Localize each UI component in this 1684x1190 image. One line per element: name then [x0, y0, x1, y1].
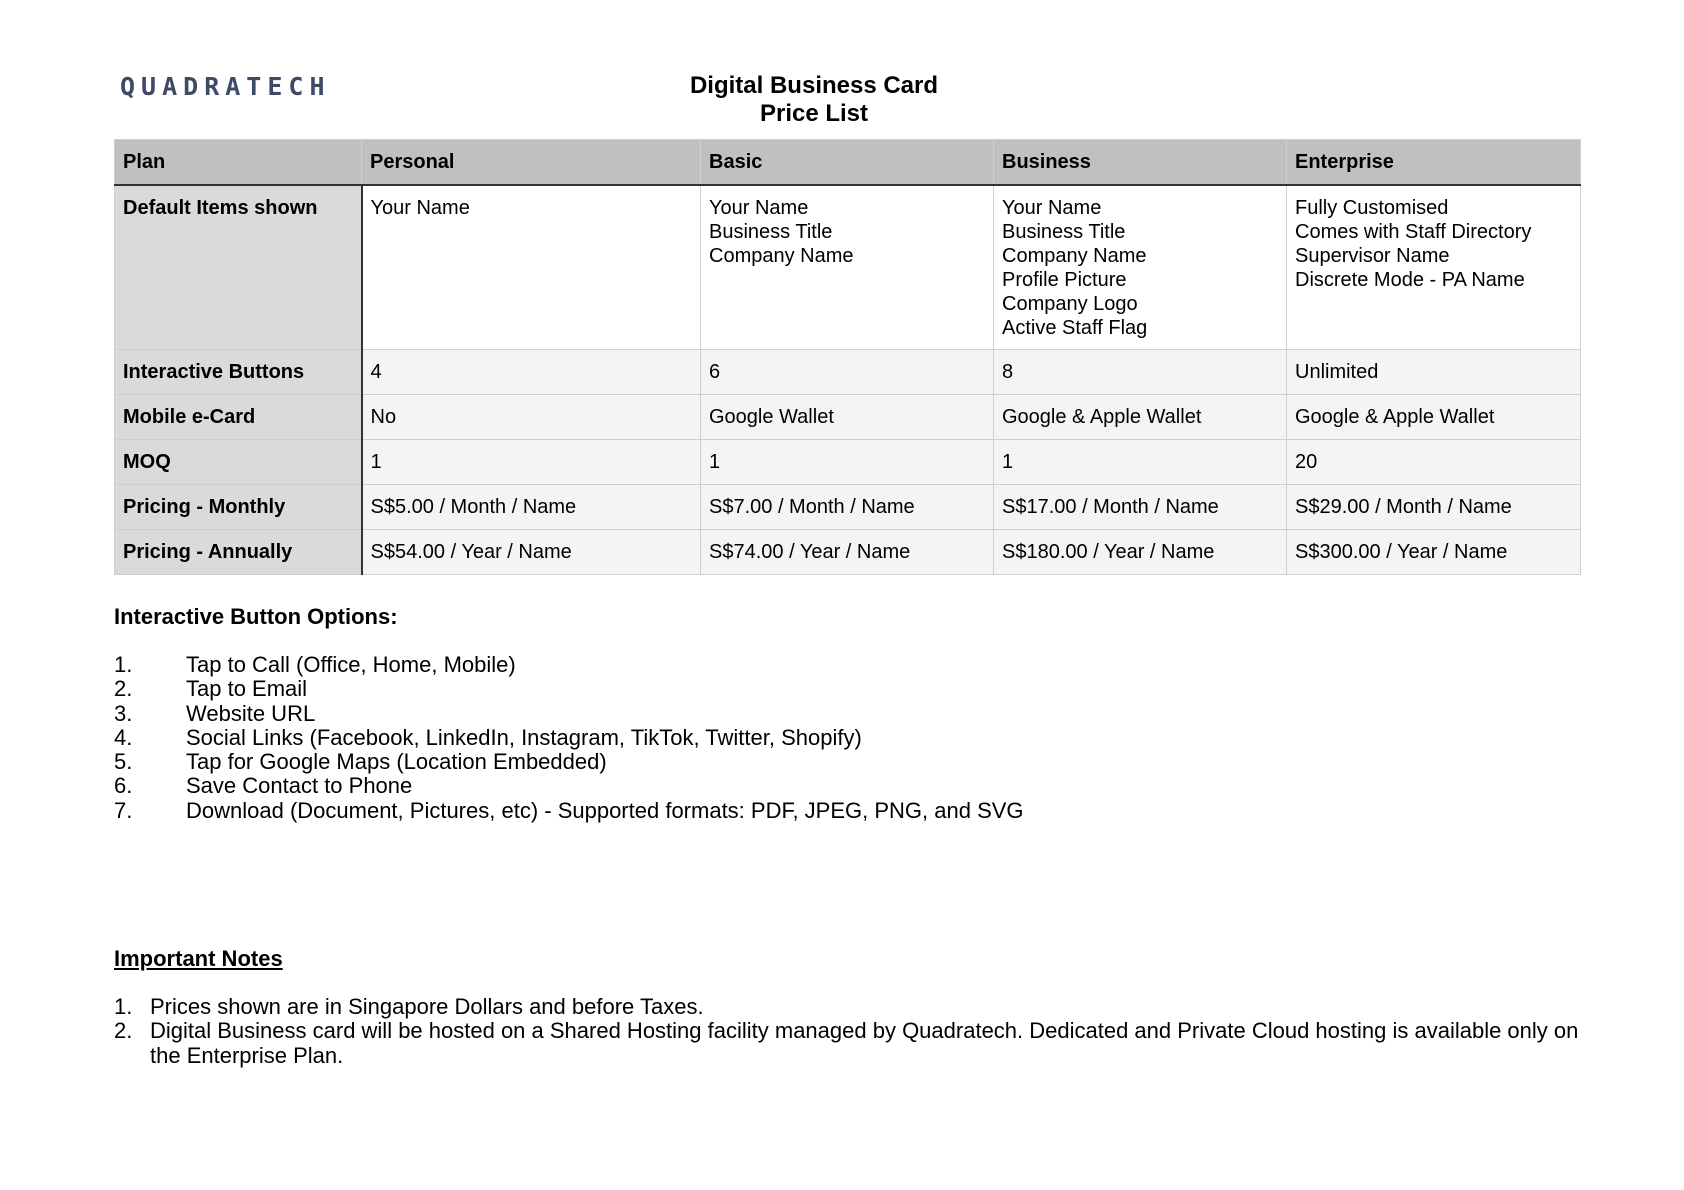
list-text: Tap for Google Maps (Location Embedded)	[186, 749, 607, 775]
table-cell: 1	[994, 440, 1287, 485]
table-row	[115, 350, 1581, 395]
cell-line: Your Name	[709, 197, 809, 219]
cell-line: Comes with Staff Directory	[1295, 221, 1532, 243]
table-cell: S$180.00 / Year / Name	[994, 530, 1287, 575]
table-cell	[994, 185, 1287, 350]
row-label: Interactive Buttons	[115, 350, 362, 395]
list-item	[114, 750, 1414, 774]
cell-line: Business Title	[1002, 221, 1126, 243]
list-number: 1.	[114, 994, 133, 1019]
document-header	[114, 70, 1579, 127]
table-cell	[362, 185, 701, 350]
table-cell: 6	[701, 350, 994, 395]
list-item	[114, 677, 1414, 701]
row-label: Pricing - Annually	[115, 530, 362, 575]
column-header: Plan	[115, 140, 362, 186]
table-cell: S$7.00 / Month / Name	[701, 485, 994, 530]
table-cell: 8	[994, 350, 1287, 395]
table-row	[115, 530, 1581, 575]
list-number: 2.	[114, 1018, 133, 1044]
table-cell: 1	[701, 440, 994, 485]
cell-line: Active Staff Flag	[1002, 317, 1148, 339]
list-text: Social Links (Facebook, LinkedIn, Instagram, TikTok, Twitter, Shopify)	[186, 724, 862, 750]
column-header: Business	[994, 140, 1287, 186]
table-cell: Google Wallet	[701, 395, 994, 440]
list-item	[114, 799, 1414, 823]
company-logo: QUADRATECH	[120, 72, 331, 101]
cell-line: Company Logo	[1002, 293, 1138, 315]
table-cell: S$17.00 / Month / Name	[994, 485, 1287, 530]
list-number: 7.	[114, 797, 133, 823]
interactive-button-options	[114, 604, 1414, 823]
list-number: 4.	[114, 724, 133, 750]
list-item	[114, 702, 1414, 726]
list-item	[114, 726, 1414, 750]
cell-line: Company Name	[1002, 245, 1147, 267]
list-text: Tap to Call (Office, Home, Mobile)	[186, 652, 516, 677]
cell-line: Business Title	[709, 221, 833, 243]
table-row	[115, 440, 1581, 485]
table-cell	[1287, 185, 1581, 350]
options-heading: Interactive Button Options:	[114, 604, 398, 629]
list-text: Tap to Email	[186, 676, 308, 702]
list-item	[114, 1019, 1594, 1068]
table-cell: S$300.00 / Year / Name	[1287, 530, 1581, 575]
list-item	[114, 995, 1594, 1019]
table-cell: 1	[362, 440, 701, 485]
table-cell: Google & Apple Wallet	[1287, 395, 1581, 440]
table-cell: S$54.00 / Year / Name	[362, 530, 701, 575]
row-label: Mobile e-Card	[115, 395, 362, 440]
cell-line: Discrete Mode - PA Name	[1295, 269, 1525, 291]
list-item	[114, 774, 1414, 798]
table-cell: Google & Apple Wallet	[994, 395, 1287, 440]
table-cell: No	[362, 395, 701, 440]
list-item	[114, 653, 1414, 677]
column-header: Enterprise	[1287, 140, 1581, 186]
table-cell: S$74.00 / Year / Name	[701, 530, 994, 575]
list-number: 1.	[114, 652, 133, 677]
row-label: MOQ	[115, 440, 362, 485]
table-header-row	[115, 140, 1581, 186]
notes-heading: Important Notes	[114, 946, 283, 971]
table-row	[115, 185, 1581, 350]
table-cell	[701, 185, 994, 350]
column-header: Basic	[701, 140, 994, 186]
cell-line: Your Name	[1002, 197, 1102, 219]
row-label: Default Items shown	[115, 185, 362, 350]
list-number: 5.	[114, 749, 133, 775]
list-number: 2.	[114, 676, 133, 702]
cell-line: Company Name	[709, 245, 854, 267]
list-text: Prices shown are in Singapore Dollars and before Taxes.	[150, 994, 704, 1019]
table-cell: S$5.00 / Month / Name	[362, 485, 701, 530]
list-text: Website URL	[186, 700, 316, 726]
table-row	[115, 485, 1581, 530]
cell-line: Supervisor Name	[1295, 245, 1450, 267]
price-table	[114, 139, 1581, 575]
page-title: Digital Business Card Price List	[689, 72, 939, 127]
list-number: 3.	[114, 700, 133, 726]
list-text: Download (Document, Pictures, etc) - Supported formats: PDF, JPEG, PNG, and SVG	[186, 797, 1024, 823]
cell-line: Profile Picture	[1002, 269, 1127, 291]
list-text: Save Contact to Phone	[186, 773, 413, 799]
table-row	[115, 395, 1581, 440]
table-cell: Unlimited	[1287, 350, 1581, 395]
row-label: Pricing - Monthly	[115, 485, 362, 530]
table-cell: S$29.00 / Month / Name	[1287, 485, 1581, 530]
table-cell: 4	[362, 350, 701, 395]
table-cell: 20	[1287, 440, 1581, 485]
list-text: Digital Business card will be hosted on a Shared Hosting facility managed by Quadratech. Dedicated and Private Cloud hosting is available only on the Enterprise Plan.	[150, 1018, 1579, 1068]
column-header: Personal	[362, 140, 701, 186]
list-number: 6.	[114, 773, 133, 799]
cell-line: Fully Customised	[1295, 197, 1449, 219]
cell-line: Your Name	[370, 197, 470, 219]
important-notes	[114, 946, 1594, 1068]
